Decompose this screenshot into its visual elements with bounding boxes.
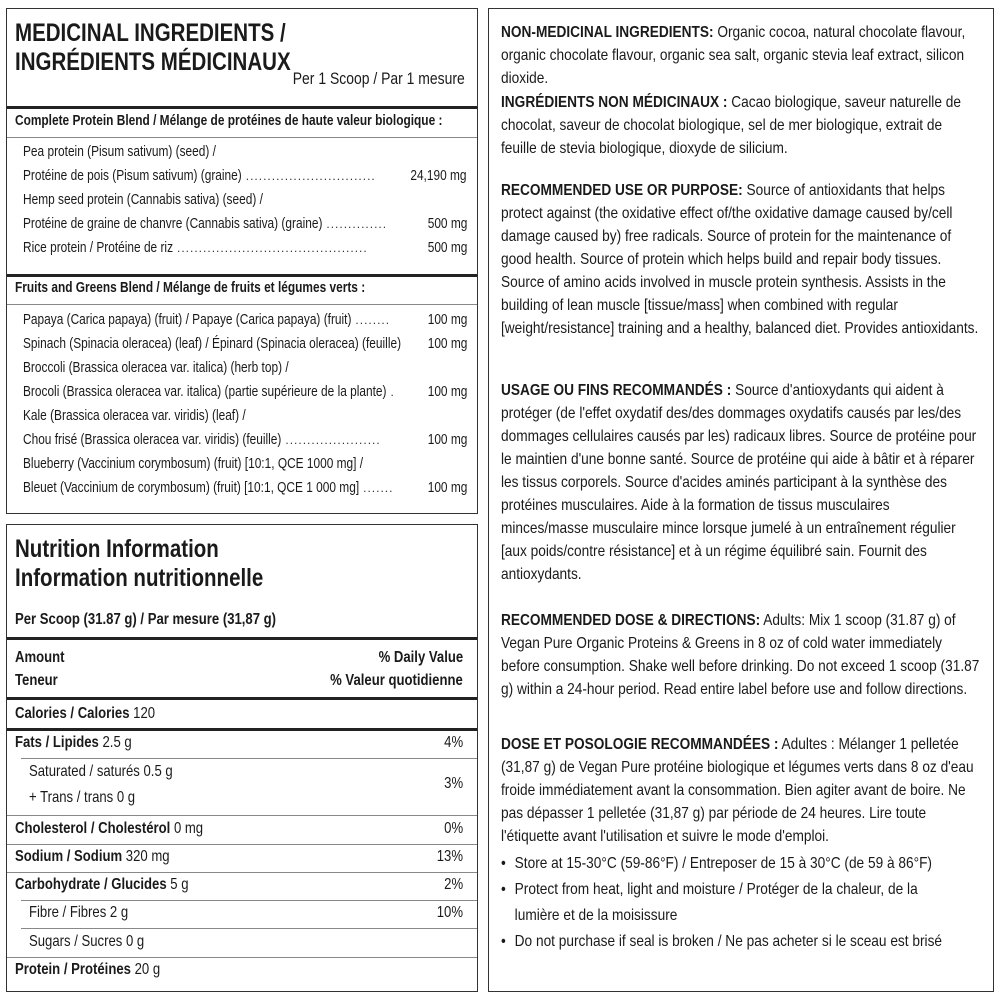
ingredient-row (23, 308, 467, 332)
greens-blend-list (23, 308, 467, 500)
ingredient-name: Brocoli (Brassica oleracea var. italica) (partie supérieure de la plante) (23, 384, 387, 400)
bullet-storage: • Store at 15-30°C (59-86°F) / Entreposer de 15 à 30°C (de 59 à 86°F) (501, 855, 932, 872)
ingredient-row (23, 476, 467, 500)
divider (21, 900, 477, 901)
ingredient-row (23, 332, 467, 356)
dose-directions-fr: DOSE ET POSOLOGIE RECOMMANDÉES : Adultes : Mélanger 1 pelletée (31,87 g) de Vegan Pure protéine biologique et légumes verts dans 8 oz d'eau froide immédiatement avant la consommation. Bien agiter avant de boire. Ne pas dépasser 1 pelletée (31,87 g) par période de 24 heures. Lire toute l'étiquette avant l'utilisation et suivre le mode d'emploi. (501, 736, 974, 845)
ingredient-name: Hemp seed protein (Cannabis sativa) (seed) / (23, 192, 263, 208)
ingredient-amount: 100 mg (427, 384, 467, 400)
medicinal-title-en: MEDICINAL INGREDIENTS / (15, 19, 286, 47)
medicinal-ingredients-panel (6, 8, 478, 514)
divider (7, 957, 477, 958)
leader-dots: . (390, 385, 395, 399)
nutrition-panel: Nutrition Information Information nutritionnelle Per Scoop (31.87 g) / Par mesure (31,87 g) Amount % Daily Value Teneur % Valeur quotidienne Calories / Calories 120 Fats / Lipides 2.5 g 4% Saturated / saturés 0.5 g 3% + Trans / trans 0 g Cholesterol / Cholestérol 0 mg 0% Sodium / Sodium 320 mg 13% Carbohydrate / Glucides 5 g 2% Fibre / Fibres 2 g 10% Sugars / Sucres 0 g Protein / Protéines 20 g (6, 524, 478, 992)
ingredient-row (23, 452, 467, 476)
ingredient-row (23, 356, 467, 380)
ingredient-row (23, 380, 467, 404)
ingredient-row (23, 212, 467, 236)
leader-dots: ...................... (285, 433, 381, 447)
nutrition-serving-size: Per Scoop (31.87 g) / Par mesure (31,87 g) (15, 611, 277, 628)
ingredient-name: Spinach (Spinacia oleracea) (leaf) / Épinard (Spinacia oleracea) (feuille) (23, 336, 402, 352)
ingredient-amount: 500 mg (427, 240, 467, 256)
divider (7, 304, 477, 305)
leader-dots: ....... (363, 481, 394, 495)
ingredient-name: Rice protein / Protéine de riz (23, 240, 174, 256)
divider (21, 928, 477, 929)
ingredient-amount: 24,190 mg (410, 168, 467, 184)
dose-directions-en: RECOMMENDED DOSE & DIRECTIONS: Adults: Mix 1 scoop (31.87 g) of Vegan Pure Organic Proteins & Greens in 8 oz of cold water immediately before consumption. Shake well before drinking. Do not exceed 1 scoop (31.87 g) within a 24-hour period. Read entire label before use and follow directions. (501, 612, 980, 698)
medicinal-title-fr: INGRÉDIENTS MÉDICINAUX (15, 48, 291, 76)
ingredient-row (23, 188, 467, 212)
ingredient-amount: 500 mg (427, 216, 467, 232)
bullet-protect-cont: lumière et de la moisissure (514, 907, 678, 924)
ingredient-name: Kale (Brassica oleracea var. viridis) (leaf) / (23, 408, 246, 424)
ingredient-name: Protéine de graine de chanvre (Cannabis sativa) (graine) (23, 216, 323, 232)
ingredient-name: Pea protein (Pisum sativum) (seed) / (23, 144, 216, 160)
leader-dots: .............. (326, 217, 388, 231)
bullet-seal: • Do not purchase if seal is broken / Ne pas acheter si le sceau est brisé (501, 933, 943, 950)
nutrition-title-fr: Information nutritionnelle (15, 564, 264, 592)
protein-blend-list (23, 140, 467, 260)
divider (7, 637, 477, 640)
non-medicinal-fr: INGRÉDIENTS NON MÉDICINAUX : Cacao biologique, saveur naturelle de chocolat, saveur de chocolat biologique, sel de mer biologique, extrait de feuille de stevia biologique, dioxyde de silicium. (501, 94, 961, 157)
leader-dots: ........ (355, 313, 391, 327)
divider (7, 728, 477, 731)
divider (21, 758, 477, 759)
storage-bullets (501, 851, 980, 955)
ingredient-amount: 100 mg (427, 432, 467, 448)
non-medicinal-en: NON-MEDICINAL INGREDIENTS: Organic cocoa, natural chocolate flavour, organic chocolate flavour, organic sea salt, organic stevia leaf extract, silicon dioxide. (501, 24, 966, 87)
ingredient-row (23, 140, 467, 164)
leader-dots: .............................. (245, 169, 376, 183)
divider (7, 815, 477, 816)
leader-dots: ............................................ (177, 241, 368, 255)
recommended-use-en: RECOMMENDED USE OR PURPOSE: Source of antioxidants that helps protect against (the oxidative effect of/the oxidative damage caused by/cell damage caused by) free radicals. Source of protein for the maintenance of good health. Source of protein which helps build and repair body tissues. Source of amino acids involved in muscle protein synthesis. Assists in the building of lean muscle [tissue/mass] when combined with regular [weight/resistance] training and a healthy, balanced diet. Provides antioxidants. (501, 182, 979, 337)
ingredient-row (23, 236, 467, 260)
greens-blend-title: Fruits and Greens Blend / Mélange de fruits et légumes verts : (15, 280, 366, 296)
divider (7, 697, 477, 700)
ingredient-name: Papaya (Carica papaya) (fruit) / Papaye (Carica papaya) (fruit) (23, 312, 352, 328)
ingredient-name: Protéine de pois (Pisum sativum) (graine) (23, 168, 242, 184)
divider (7, 274, 477, 277)
bullet-protect: • Protect from heat, light and moisture / Protéger de la chaleur, de la (501, 881, 918, 898)
ingredient-amount: 100 mg (427, 312, 467, 328)
nutrition-title-en: Nutrition Information (15, 535, 219, 563)
divider (7, 844, 477, 845)
protein-blend-title: Complete Protein Blend / Mélange de protéines de haute valeur biologique : (15, 113, 443, 129)
medicinal-per-scoop: Per 1 Scoop / Par 1 mesure (292, 69, 465, 88)
ingredient-name: Broccoli (Brassica oleracea var. italica) (herb top) / (23, 360, 289, 376)
divider (7, 872, 477, 873)
ingredient-amount: 100 mg (427, 336, 467, 352)
ingredient-name: Chou frisé (Brassica oleracea var. viridis) (feuille) (23, 432, 282, 448)
ingredient-row (23, 164, 467, 188)
divider (7, 106, 477, 109)
ingredient-row (23, 428, 467, 452)
recommended-use-fr: USAGE OU FINS RECOMMANDÉS : Source d'antioxydants qui aident à protéger (de l'effet oxydatif des/des dommages oxydatifs causés par les/des dommages cellulaires causés par les) radicaux libres. Source de protéine pour le maintien d'une bonne santé. Source de protéine qui aide à bâtir et à réparer les tissus corporels. Source d'acides aminés participant à la synthèse des protéines musculaires. Aide à la formation de tissus musculaires minces/masse musculaire mince lorsque jumelé à un entraînement régulier [aux poids/contre résistance] et à un régime équilibré sain. Fournit des antioxydants. (501, 382, 977, 583)
ingredient-name: Blueberry (Vaccinium corymbosum) (fruit) [10:1, QCE 1000 mg] / (23, 456, 364, 472)
directions-panel (488, 8, 994, 992)
ingredient-row (23, 404, 467, 428)
ingredient-amount: 100 mg (427, 480, 467, 496)
nutrition-title (15, 535, 318, 593)
divider (7, 137, 477, 138)
ingredient-name: Bleuet (Vaccinium de corymbosum) (fruit) [10:1, QCE 1 000 mg] (23, 480, 360, 496)
